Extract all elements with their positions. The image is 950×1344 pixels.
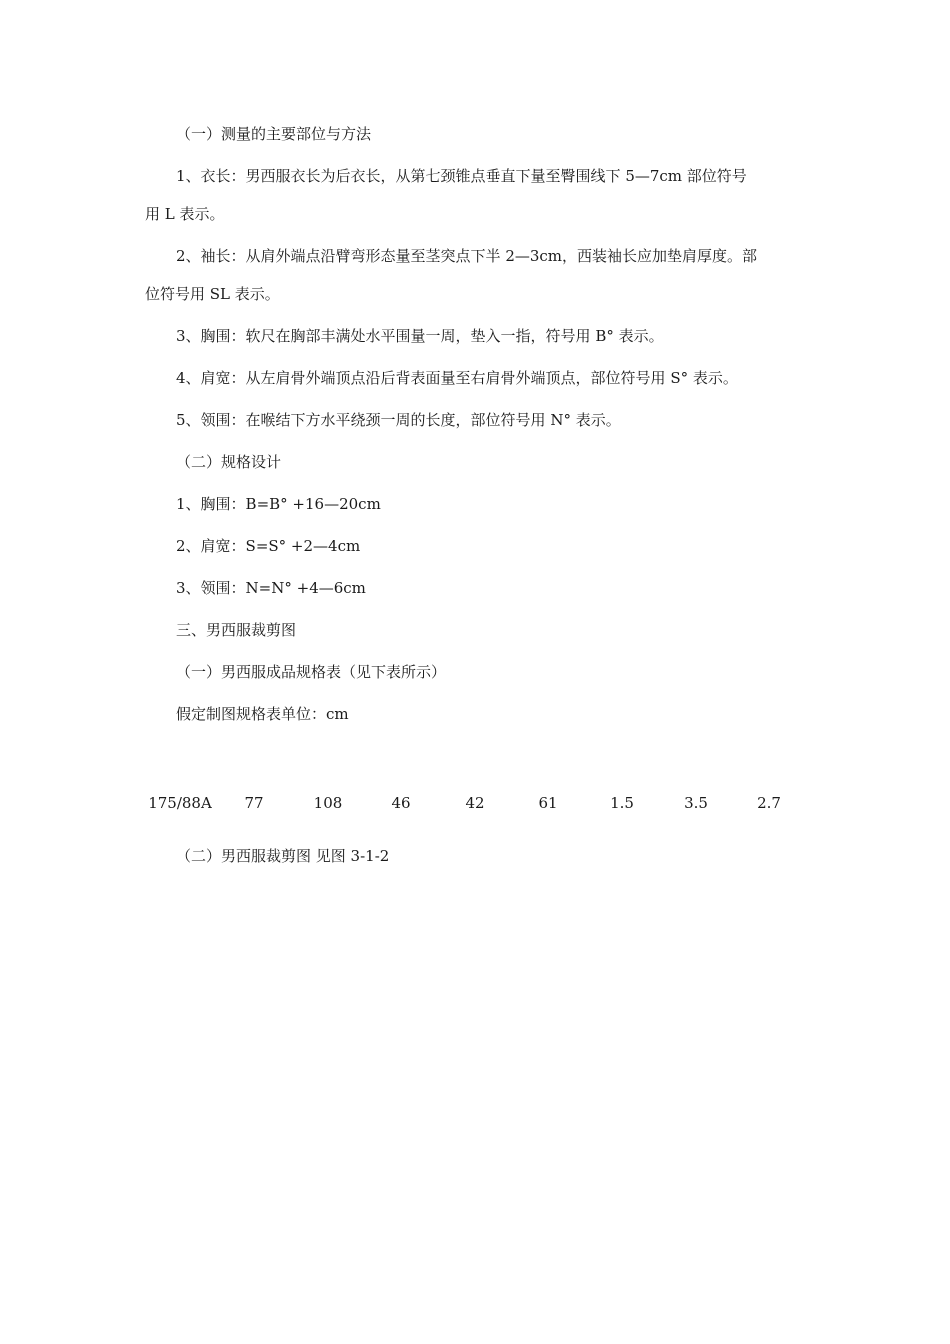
table-cell: 42 [465, 794, 485, 812]
paragraph-sleeve-length-cont: 位符号用 SL 表示。 [145, 285, 280, 303]
table-cell: 175/88A [148, 794, 212, 812]
paragraph-chest: 3、胸围：软尺在胸部丰满处水平围量一周，垫入一指，符号用 B° 表示。 [176, 327, 664, 345]
table-cell: 3.5 [684, 794, 708, 812]
table-row [0, 792, 950, 814]
chapter-heading-cutting: 三、男西服裁剪图 [176, 621, 297, 639]
formula-collar: 3、领围：N=N° +4—6cm [176, 579, 366, 597]
paragraph-shoulder: 4、肩宽：从左肩骨外端顶点沿后背表面量至右肩骨外端顶点，部位符号用 S° 表示。 [176, 369, 738, 387]
formula-shoulder: 2、肩宽：S=S° +2—4cm [176, 537, 361, 555]
table-cell: 61 [538, 794, 558, 812]
table-cell: 46 [391, 794, 411, 812]
table-cell: 77 [244, 794, 264, 812]
formula-chest: 1、胸围：B=B° +16—20cm [176, 495, 381, 513]
paragraph-jacket-length-cont: 用 L 表示。 [145, 205, 225, 223]
section-heading-spec-table: （一）男西服成品规格表（见下表所示） [176, 663, 447, 681]
paragraph-jacket-length: 1、衣长：男西服衣长为后衣长，从第七颈锥点垂直下量至臀围线下 5—7cm 部位符号 [176, 167, 747, 185]
paragraph-collar: 5、领围：在喉结下方水平绕颈一周的长度，部位符号用 N° 表示。 [176, 411, 621, 429]
section-heading-measurement: （一）测量的主要部位与方法 [176, 125, 372, 143]
section-heading-cutting-diagram: （二）男西服裁剪图 见图 3-1-2 [176, 847, 390, 865]
table-unit-note: 假定制图规格表单位：cm [176, 705, 349, 723]
table-cell: 108 [313, 794, 343, 812]
table-cell: 1.5 [610, 794, 634, 812]
section-heading-spec-design: （二）规格设计 [176, 453, 282, 471]
paragraph-sleeve-length: 2、袖长：从肩外端点沿臂弯形态量至茎突点下半 2—3cm，西装袖长应加垫肩厚度。部 [176, 247, 758, 265]
table-cell: 2.7 [757, 794, 781, 812]
